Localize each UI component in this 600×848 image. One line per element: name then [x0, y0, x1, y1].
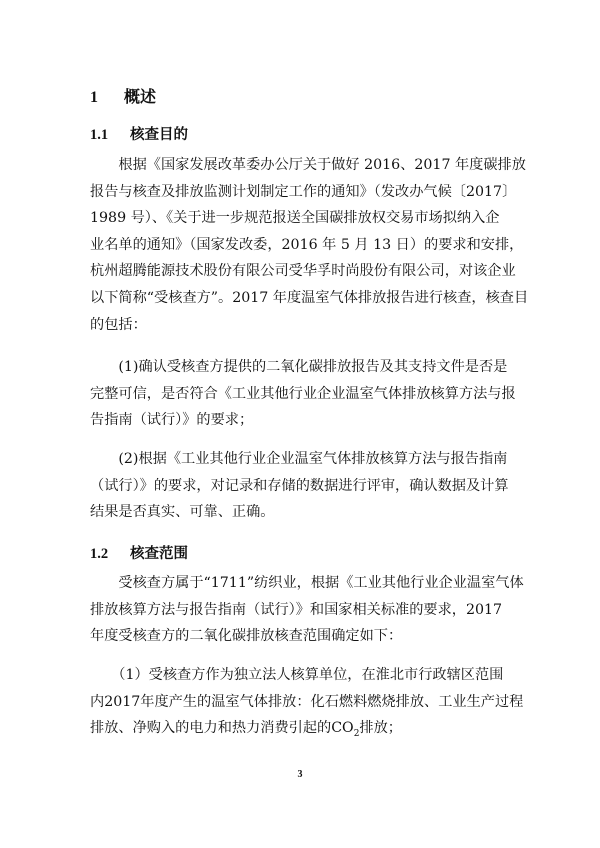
paragraph-scope: [90, 570, 524, 650]
section-number: 1: [90, 89, 98, 106]
text-line: 结果是否真实、可靠、正确。: [90, 504, 275, 521]
text-line: 1989 号）、《关于进一步规范报送全国碳排放权交易市场拟纳入企: [90, 210, 500, 227]
subsection-number: 1.1: [90, 127, 109, 143]
text-line: （1）受核查方作为独立法人核算单位，在淮北市行政辖区范围: [90, 667, 504, 683]
paragraph-basis: [90, 152, 529, 338]
text-line: 报告与核查及排放监测计划制定工作的通知》（发改办气候〔2017〕: [90, 183, 517, 200]
text-line: 排放核算方法与报告指南（试行）》和国家相关标准的要求，2017: [90, 601, 503, 618]
text-segment: 排放；: [359, 720, 402, 737]
text-line: [90, 715, 515, 742]
text-line: 完整可信，是否符合《工业其他行业企业温室气体排放核算方法与报: [90, 385, 516, 402]
text-line: (1)确认受核查方提供的二氧化碳排放报告及其支持文件是否是: [90, 359, 508, 375]
text-segment: 排放、净购入的电力和热力消费引起的CO: [90, 720, 354, 737]
subsection-heading-scope: [90, 542, 188, 563]
text-line: 告指南（试行）》的要求；: [90, 412, 254, 429]
subsection-title: 核查范围: [130, 546, 188, 562]
text-line: 内2017年度产生的温室气体排放：化石燃料燃烧排放、工业生产过程: [90, 693, 524, 710]
text-line: （试行）》的要求，对记录和存储的数据进行评审，确认数据及计算: [90, 477, 509, 494]
page-number: 3: [297, 769, 303, 780]
section-heading: [90, 84, 156, 107]
text-line: 年度受核查方的二氧化碳排放核查范围确定如下：: [90, 628, 403, 645]
paragraph-scope-item-1: [90, 662, 524, 742]
text-line: 杭州超腾能源技术股份有限公司受华孚时尚股份有限公司，对该企业: [90, 263, 516, 280]
subsection-title: 核查目的: [130, 127, 188, 143]
section-title: 概述: [124, 87, 157, 106]
paragraph-item-1: [90, 354, 515, 434]
text-line: 受核查方属于“1711”纺织业，根据《工业其他行业企业温室气体: [90, 575, 524, 591]
text-line: 以下简称“受核查方”。2017 年度温室气体排放报告进行核查，核查目: [90, 289, 529, 306]
text-line: 的包括：: [90, 316, 147, 333]
text-line: (2)根据《工业其他行业企业温室气体排放核算方法与报告指南: [90, 451, 508, 467]
subsection-heading-purpose: [90, 123, 188, 144]
subsection-number: 1.2: [90, 546, 109, 562]
text-line: 根据《国家发展改革委办公厅关于做好 2016、2017 年度碳排放: [90, 157, 526, 173]
subscript-2: 2: [353, 729, 360, 740]
paragraph-item-2: [90, 446, 515, 526]
text-line: 业名单的通知》（国家发改委，2016 年 5 月 13 日）的要求和安排，: [90, 236, 524, 253]
